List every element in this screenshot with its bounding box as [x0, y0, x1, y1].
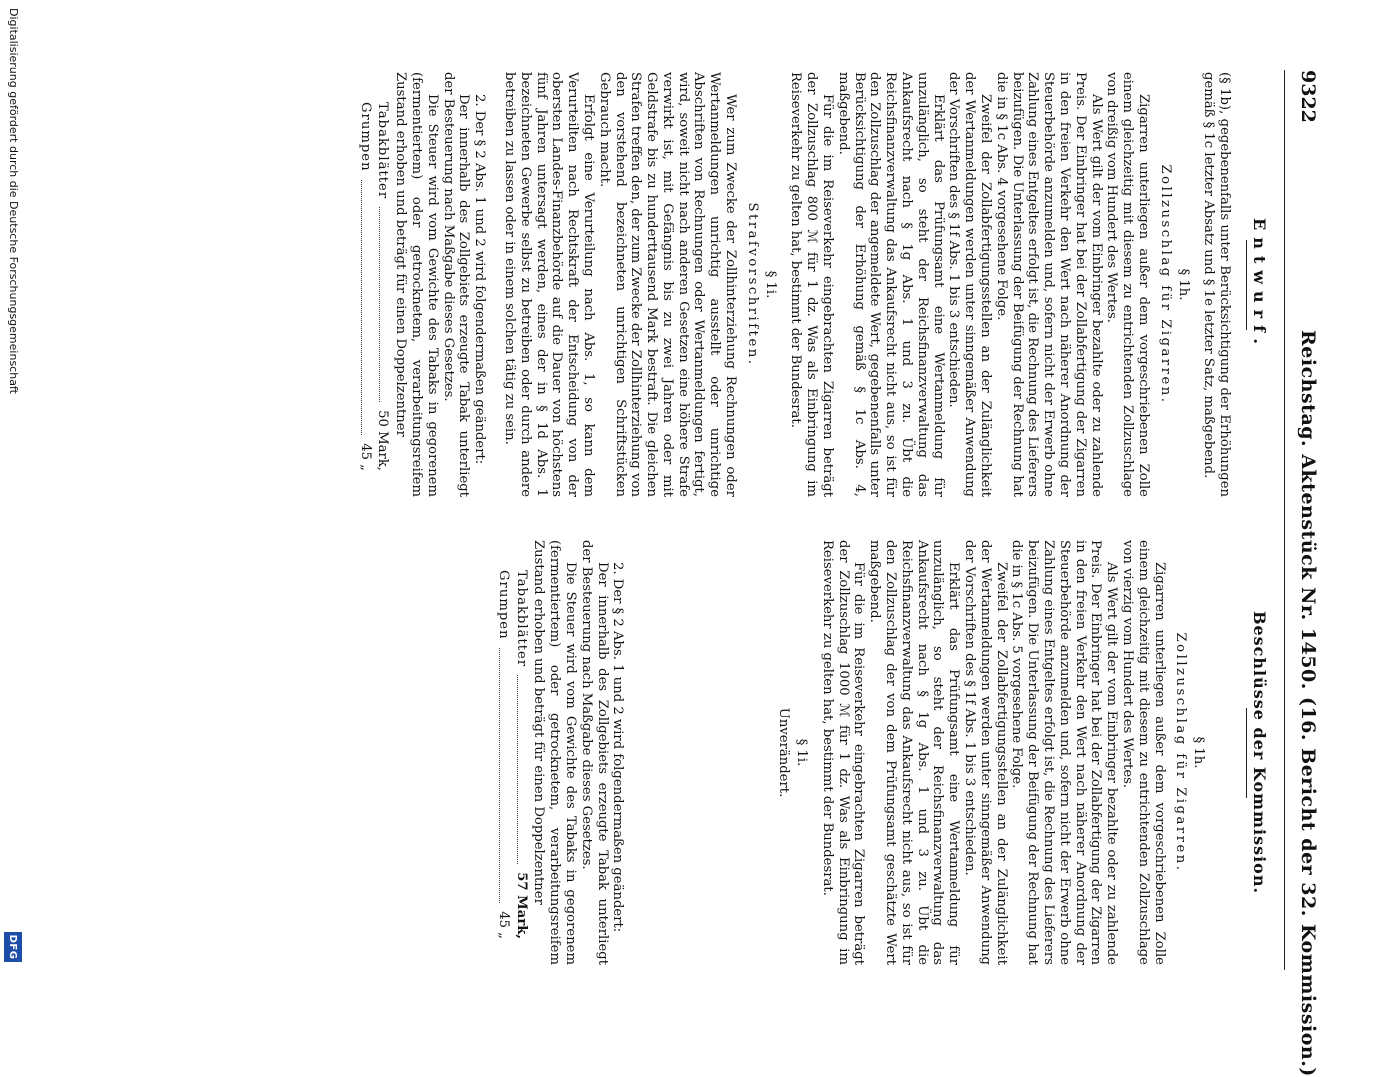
page-header [1283, 30, 1323, 1077]
tariff-label: Grumpen [495, 570, 511, 640]
paragraph: 2. Der § 2 Abs. 1 und 2 wird folgendermaßen geändert: [610, 562, 626, 933]
paragraph: Für die im Reiseverkehr eingebrachten Zigarren beträgt der Zollzuschlag 1000 ℳ für 1 dz. Was als Einbringung im Reiseverkehr zu gelten hat, bestimmt der Bundesrat. [819, 540, 867, 965]
column-heading-draft: Entwurf. [1250, 218, 1269, 351]
paragraph: Zigarren unterliegen außer dem vorgeschriebenen Zolle einem gleichzeitig mit diesem zu entrichtenden Zollzuschlage von dreißig vom Hundert des Wertes. [1104, 72, 1152, 497]
column-heading-commission: Beschlüsse der Kommission. [1250, 610, 1269, 895]
heading-rule [1246, 708, 1247, 798]
dfg-logo: DFG [4, 932, 22, 962]
section-number: § 1i. [762, 270, 778, 299]
paragraph: Der innerhalb des Zollgebiets erzeugte Tabak unterliegt der Besteuerung nach Maßgabe dieses Gesetzes. [440, 72, 472, 497]
page-footer [0, 2, 22, 992]
section-number: § 1i. [794, 738, 810, 767]
column-draft [93, 72, 1273, 497]
paragraph: Die Steuer wird vom Gewichte des Tabaks in gegorenem (fermentiertem) oder getrocknetem, verarbeitungsreifem Zustand erhoben und beträgt für einen Doppelzentner [531, 540, 579, 965]
dot-leader [499, 648, 511, 904]
paragraph: Als Wert gilt der vom Einbringer bezahlte oder zu zahlende Preis. Der Einbringer hat bei der Zollabfertigung der Zigarren in den freien Verkehr den Wert nach näherer Anordnung der Steuerbehörde anzumelden und, sofern nicht der Erwerb ohne Zahlung eines Entgeltes erfolgt ist, die Rechnung des Lieferers beizufügen. Die Unterlassung der Beifügung der Rechnung hat die in § 1c Abs. 4 vorgesehene Folge. [993, 72, 1104, 497]
tariff-row [495, 540, 511, 965]
paragraph: Erklärt das Prüfungsamt eine Wertanmeldung für unzulänglich, so steht der Reichsfinanzverwaltung das Ankaufsrecht nach § 1g Abs. 1 und 3 zu. Übt die Reichsfinanzverwaltung das Ankaufsrecht nicht aus, so ist für den Zollzuschlag der angemeldete Wert, gegebenenfalls unter Berücksichtigung der Erhöhung gemäß § 1c Abs. 4, maßgebend. [835, 72, 946, 497]
tariff-label: Tabakblätter [513, 570, 529, 668]
paragraph: Als Wert gilt der vom Einbringer bezahlte oder zu zahlende Preis. Der Einbringer hat bei der Zollabfertigung der Zigarren in den freien Verkehr den Wert nach näherer Anordnung der Steuerbehörde anzumelden und, sofern nicht der Erwerb ohne Zahlung eines Entgeltes erfolgt ist, die Rechnung des Lieferers beizufügen. Die Unterlassung der Beifügung der Rechnung hat die in § 1c Abs. 5 vorgesehene Folge. [1009, 540, 1120, 965]
tariff-label: Grumpen [357, 102, 373, 172]
section-number: § 1h. [1191, 736, 1207, 769]
tariff-value: 45 „ [495, 911, 511, 939]
unchanged-note: Unverändert. [776, 707, 792, 798]
heading-rule [1246, 240, 1247, 330]
section-title: Zollzuschlag für Zigarren. [1157, 164, 1173, 405]
tariff-row [513, 540, 529, 965]
funding-note: Digitalisierung gefördert durch die Deutsche Forschungsgemeinschaft [7, 8, 20, 394]
column-commission [93, 540, 1273, 965]
tariff-label: Tabakblätter [375, 102, 391, 200]
tariff-value: 57 Mark, [513, 872, 529, 939]
paragraph: 2. Der § 2 Abs. 1 und 2 wird folgendermaßen geändert: [472, 94, 488, 465]
section-number: § 1h. [1175, 268, 1191, 301]
tariff-row [375, 72, 391, 497]
paragraph: Die Steuer wird vom Gewichte des Tabaks in gegorenem (fermentiertem) oder getrocknetem, verarbeitungsreifem Zustand erhoben und beträgt für einen Doppelzentner [393, 72, 440, 497]
section-title: Zollzuschlag für Zigarren. [1173, 632, 1189, 873]
dot-leader [517, 675, 529, 864]
tariff-row [357, 72, 373, 497]
page-number: 9322 [1297, 70, 1319, 123]
tariff-value: 50 Mark, [375, 410, 391, 471]
paragraph: Wer zum Zwecke der Zollhinterziehung Rechnungen oder Wertanmeldungen unrichtig ausstellt oder unrichtige Abschriften von Rechnungen oder Wertanmeldungen fertigt, wird, soweit nicht nach anderen Gesetzen eine höhere Strafe verwirkt ist, mit Gefängnis bis zu zwei Jahren oder mit Geldstrafe bis zu hunderttausend Mark bestraft. Die gleichen Strafen treffen den, der zum Zwecke der Zollhinterziehung von den vorstehend bezeichneten unrichtigen Schriftstücken Gebrauch macht. [596, 72, 739, 497]
header-rule [1284, 70, 1285, 970]
paragraph: Zweifel der Zollabfertigungsstellen an der Zulänglichkeit der Wertanmeldungen werden unter sinngemäßer Anwendung der Vorschriften des § 1f Abs. 1 bis 3 entschieden. [962, 540, 1009, 965]
dot-leader [379, 207, 391, 402]
paragraph: Zweifel der Zollabfertigungsstellen an der Zulänglichkeit der Wertanmeldungen werden unter sinngemäßer Anwendung der Vorschriften des § 1f Abs. 1 bis 3 entschieden. [946, 72, 994, 497]
page-title: Reichstag. Aktenstück Nr. 1450. (16. Bericht der 32. Kommission.) [1297, 330, 1319, 1077]
dot-leader [361, 180, 373, 436]
paragraph: Der innerhalb des Zollgebiets erzeugte Tabak unterliegt der Besteuerung nach Maßgabe dieses Gesetzes. [578, 540, 610, 965]
paragraph: Erfolgt eine Verurteilung nach Abs. 1, so kann dem Verurteilten nach Rechtskraft der Entscheidung von der obersten Landes-Finanzbehörde auf die Dauer von höchstens fünf Jahren untersagt werden, eines der in § 1d Abs. 1 bezeichneten Gewerbe selbst zu betreiben oder durch andere betreiben zu lassen oder in einem solchen tätig zu sein. [501, 72, 596, 497]
paragraph: Für die im Reiseverkehr eingebrachten Zigarren beträgt der Zollzuschlag 800 ℳ für 1 dz. Was als Einbringung im Reiseverkehr zu gelten hat, bestimmt der Bundesrat. [788, 72, 836, 497]
paragraph: Erklärt das Prüfungsamt eine Wertanmeldung für unzulänglich, so steht der Reichsfinanzverwaltung das Ankaufsrecht nach § 1g Abs. 1 und 3 zu. Übt die Reichsfinanzverwaltung das Ankaufsrecht nicht aus, so ist für den Zollzuschlag der von dem Prüfungsamt geschätzte Wert maßgebend. [867, 540, 962, 965]
section-title: Strafvorschriften. [744, 202, 760, 367]
paragraph: Zigarren unterliegen außer dem vorgeschriebenen Zolle einem gleichzeitig mit diesem zu entrichtenden Zollzuschlage von vierzig vom Hundert des Wertes. [1120, 540, 1167, 965]
tariff-value: 45 „ [357, 443, 373, 471]
intro-paragraph: (§ 1b), gegebenenfalls unter Berücksichtigung der Erhöhungen gemäß § 1c letzter Absatz und § 1e letzter Satz, maßgebend. [1201, 72, 1233, 497]
